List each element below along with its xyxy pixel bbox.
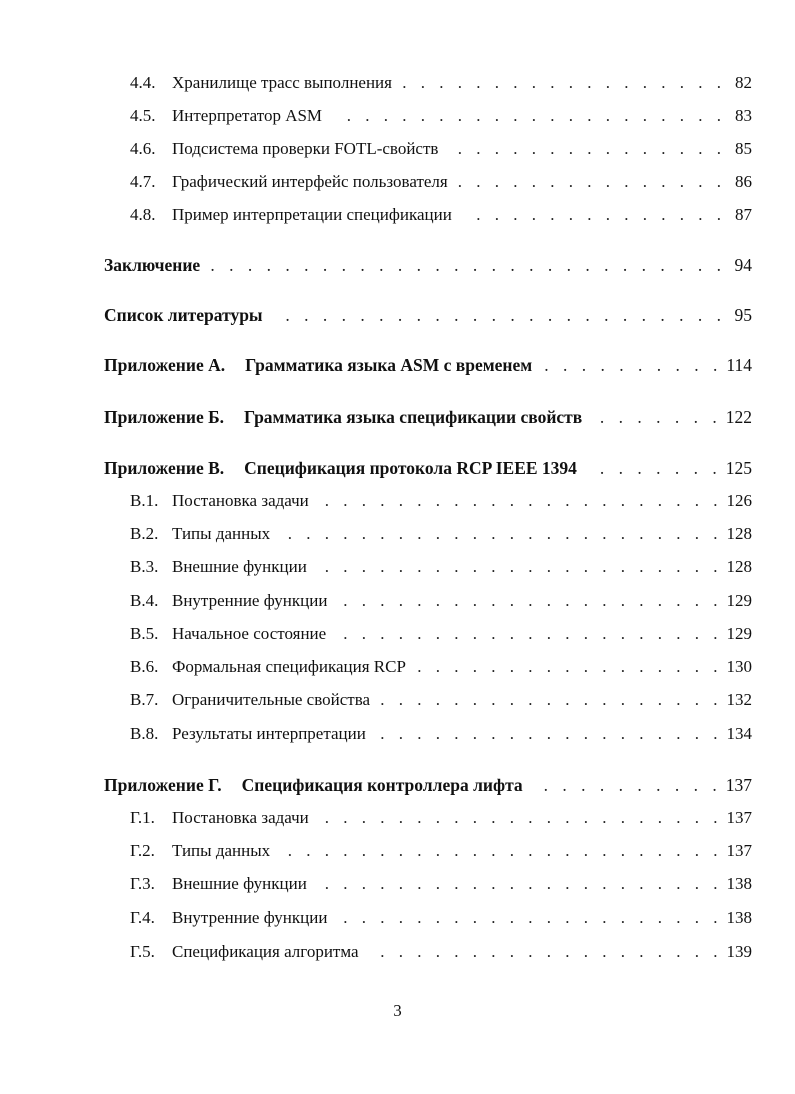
toc-entry[interactable] [130, 203, 752, 227]
toc-entry-title: Внутренние функции [172, 591, 328, 610]
toc-entry[interactable] [130, 137, 752, 161]
dot-leader [317, 872, 723, 896]
toc-entry-title: Ограничительные свойства [172, 690, 371, 709]
toc-entry-page: 138 [726, 874, 752, 893]
toc-entry-number: В.2. [130, 524, 159, 543]
page-number: 3 [393, 1001, 402, 1020]
toc-entry[interactable] [130, 688, 752, 712]
dot-leader [542, 353, 722, 377]
dot-leader [533, 773, 722, 797]
dot-leader [592, 405, 722, 429]
toc-entry-page: 137 [725, 775, 752, 795]
toc-entry-page: 129 [726, 591, 752, 610]
toc-entry[interactable] [130, 655, 752, 679]
toc-entry[interactable] [130, 489, 752, 513]
toc-entry[interactable] [130, 71, 752, 95]
toc-entry[interactable] [104, 773, 752, 797]
toc-entry[interactable] [130, 872, 752, 896]
toc-entry-page: 83 [735, 106, 752, 125]
toc-entry-number: В.1. [130, 491, 159, 510]
dot-leader [587, 456, 722, 480]
toc-entry-page: 138 [726, 908, 752, 927]
toc-entry-number: Г.4. [130, 908, 155, 927]
toc-entry-page: 128 [726, 557, 752, 576]
dot-leader [402, 71, 726, 95]
toc-entry-page: 130 [726, 657, 752, 676]
toc-entry-page: 137 [726, 808, 752, 827]
dot-leader [319, 489, 723, 513]
dot-leader [416, 655, 723, 679]
dot-leader [337, 589, 722, 613]
dot-leader [380, 688, 722, 712]
toc-entry-number: 4.5. [130, 106, 156, 125]
dot-leader [273, 303, 726, 327]
toc-entry-page: 94 [734, 255, 752, 275]
toc-entry-number: Г.2. [130, 841, 155, 860]
toc-entry[interactable] [130, 906, 752, 930]
toc-entry[interactable] [104, 353, 752, 377]
dot-leader [462, 203, 726, 227]
toc-entry-title: Начальное состояние [172, 624, 327, 643]
dot-leader [280, 839, 722, 863]
toc-entry-number: 4.8. [130, 205, 156, 224]
toc-entry-title: Постановка задачи [172, 808, 309, 827]
toc-entry-title: Спецификация алгоритма [172, 942, 359, 961]
toc-entry-number: 4.7. [130, 172, 156, 191]
toc-entry-number: В.8. [130, 724, 159, 743]
toc-entry-page: 85 [735, 139, 752, 158]
toc-entry[interactable] [104, 405, 752, 429]
dot-leader [280, 522, 722, 546]
toc-entry-title: Хранилище трасс выполнения [172, 73, 392, 92]
dot-leader [376, 722, 723, 746]
toc-entry-number: Приложение В. [104, 458, 225, 478]
toc-entry-title: Типы данных [172, 524, 271, 543]
toc-entry-page: 139 [726, 942, 752, 961]
toc-entry[interactable] [130, 806, 752, 830]
dot-leader [448, 137, 726, 161]
toc-entry-number: Г.1. [130, 808, 155, 827]
toc-entry-title: Подсистема проверки FOTL-свойств [172, 139, 439, 158]
toc-entry-title: Интерпретатор ASM [172, 106, 323, 125]
toc-entry-number: В.7. [130, 690, 159, 709]
toc-entry-page: 114 [726, 355, 752, 375]
dot-leader [336, 622, 722, 646]
dot-leader [317, 555, 723, 579]
toc-entry-title: Заключение [104, 255, 201, 275]
toc-entry-title: Постановка задачи [172, 491, 309, 510]
toc-entry-number: В.3. [130, 557, 159, 576]
toc-entry-title: Внутренние функции [172, 908, 328, 927]
toc-entry-number: Г.5. [130, 942, 155, 961]
toc-entry-number: 4.4. [130, 73, 156, 92]
toc-entry[interactable] [104, 456, 752, 480]
dot-leader [337, 906, 722, 930]
toc-entry-page: 95 [734, 305, 752, 325]
toc-entry-page: 122 [725, 407, 752, 427]
toc-entry-page: 82 [735, 73, 752, 92]
toc-entry-title: Список литературы [104, 305, 263, 325]
toc-entry-title: Внешние функции [172, 557, 307, 576]
toc-entry-page: 129 [726, 624, 752, 643]
toc-entry-page: 125 [725, 458, 752, 478]
toc-entry-number: Приложение Г. [104, 775, 222, 795]
toc-entry-title: Формальная спецификация RCP [172, 657, 406, 676]
dot-leader [210, 253, 726, 277]
dot-leader [369, 940, 723, 964]
toc-entry-page: 137 [726, 841, 752, 860]
toc-entry-page: 134 [726, 724, 752, 743]
toc-entry-title: Типы данных [172, 841, 271, 860]
toc-entry[interactable] [130, 555, 752, 579]
toc-entry-title: Спецификация контроллера лифта [241, 775, 523, 795]
toc-entry[interactable] [130, 722, 752, 746]
toc-entry-number: В.5. [130, 624, 159, 643]
toc-entry-title: Внешние функции [172, 874, 307, 893]
toc-entry-page: 132 [726, 690, 752, 709]
toc-entry-number: 4.6. [130, 139, 156, 158]
dot-leader [319, 806, 723, 830]
toc-entry[interactable] [130, 622, 752, 646]
toc-entry[interactable] [130, 839, 752, 863]
toc-entry[interactable] [104, 253, 752, 277]
toc-entry[interactable] [130, 170, 752, 194]
toc-entry-number: Приложение Б. [104, 407, 225, 427]
toc-entry-page: 86 [735, 172, 752, 191]
toc-entry[interactable] [130, 940, 752, 964]
toc-entry[interactable] [130, 522, 752, 546]
toc-entry-title: Результаты интерпретации [172, 724, 366, 743]
toc-entry-title: Спецификация протокола RCP IEEE 1394 [244, 458, 577, 478]
toc-entry-title: Пример интерпретации спецификации [172, 205, 452, 224]
dot-leader [332, 104, 726, 128]
toc-entry-title: Грамматика языка спецификации свойств [244, 407, 583, 427]
toc-entry-title: Графический интерфейс пользователя [172, 172, 448, 191]
toc-entry-number: В.4. [130, 591, 159, 610]
toc-entry-page: 87 [735, 205, 752, 224]
toc-entry[interactable] [130, 589, 752, 613]
toc-entry[interactable] [104, 303, 752, 327]
toc-entry-page: 128 [726, 524, 752, 543]
toc-entry-number: Приложение А. [104, 355, 226, 375]
toc-entry-page: 126 [726, 491, 752, 510]
toc-entry-number: Г.3. [130, 874, 155, 893]
toc-entry-number: В.6. [130, 657, 159, 676]
toc-entry-title: Грамматика языка ASM с временем [245, 355, 533, 375]
toc-entry[interactable] [130, 104, 752, 128]
dot-leader [458, 170, 726, 194]
